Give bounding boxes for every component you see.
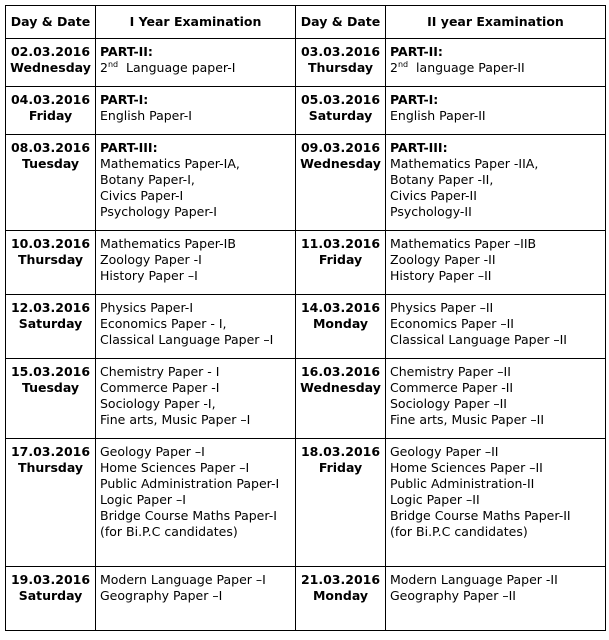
exam-date: 05.03.2016 — [300, 92, 381, 107]
exam-paper — [390, 156, 601, 172]
exam-paper — [100, 524, 291, 540]
exam-paper — [390, 476, 601, 492]
table-row — [6, 231, 606, 295]
exam-paper-text: Economics Paper –II — [390, 316, 514, 331]
exam-paper — [100, 588, 291, 604]
exam-paper — [100, 476, 291, 492]
exam-paper — [390, 108, 601, 124]
date-cell — [296, 439, 386, 567]
exam-paper-text: (for Bi.P.C candidates) — [100, 524, 238, 539]
exam-weekday: Saturday — [308, 108, 373, 123]
exam-paper-text: Geology Paper –II — [390, 444, 499, 459]
exam-cell — [386, 567, 606, 631]
exam-paper-text: Physics Paper –II — [390, 300, 494, 315]
exam-paper-text: Civics Paper-II — [390, 188, 477, 203]
exam-paper-text: History Paper –II — [390, 268, 492, 283]
exam-paper — [390, 588, 601, 604]
exam-date: 08.03.2016 — [10, 140, 91, 155]
exam-cell — [386, 359, 606, 439]
date-cell — [6, 135, 96, 231]
ordinal-number: 2 — [390, 60, 398, 75]
exam-paper — [100, 396, 291, 412]
exam-paper-text: Bridge Course Maths Paper-II — [390, 508, 571, 523]
exam-cell — [96, 359, 296, 439]
exam-paper-text: Classical Language Paper –I — [100, 332, 274, 347]
exam-cell — [96, 135, 296, 231]
exam-paper-text: Language paper-I — [118, 60, 236, 75]
date-cell — [6, 39, 96, 87]
exam-paper-text: Public Administration-II — [390, 476, 535, 491]
exam-date: 12.03.2016 — [10, 300, 91, 315]
exam-weekday: Wednesday — [300, 380, 381, 395]
date-cell — [296, 135, 386, 231]
exam-date: 18.03.2016 — [300, 444, 381, 459]
table-row — [6, 359, 606, 439]
date-cell — [6, 567, 96, 631]
table-row — [6, 135, 606, 231]
exam-date: 11.03.2016 — [300, 236, 381, 251]
exam-weekday: Monday — [312, 316, 369, 331]
date-cell — [6, 359, 96, 439]
exam-cell — [96, 439, 296, 567]
date-cell — [296, 231, 386, 295]
header-second-year: II year Examination — [386, 6, 606, 39]
exam-date: 17.03.2016 — [10, 444, 91, 459]
exam-cell — [386, 39, 606, 87]
exam-part-label: PART-III: — [100, 140, 158, 155]
exam-paper — [390, 380, 601, 396]
exam-paper-text: Home Sciences Paper –I — [100, 460, 250, 475]
exam-paper — [390, 300, 601, 316]
exam-paper-text: Physics Paper-I — [100, 300, 193, 315]
exam-weekday: Monday — [312, 588, 369, 603]
exam-paper-text: Chemistry Paper - I — [100, 364, 220, 379]
exam-paper-text: Botany Paper-I, — [100, 172, 195, 187]
exam-paper — [100, 188, 291, 204]
exam-paper-text: Zoology Paper -II — [390, 252, 496, 267]
exam-paper-text: Mathematics Paper-IA, — [100, 156, 240, 171]
exam-paper — [100, 508, 291, 524]
date-cell — [6, 295, 96, 359]
date-cell — [6, 231, 96, 295]
exam-cell — [96, 231, 296, 295]
exam-part-label: PART-I: — [100, 92, 149, 107]
exam-paper — [100, 460, 291, 476]
exam-paper — [390, 316, 601, 332]
table-row — [6, 439, 606, 567]
ordinal-suffix: nd — [107, 59, 119, 69]
exam-cell — [386, 87, 606, 135]
header-first-year: I Year Examination — [96, 6, 296, 39]
exam-paper-text: English Paper-II — [390, 108, 486, 123]
exam-paper-text: Sociology Paper –II — [390, 396, 507, 411]
exam-weekday: Saturday — [18, 316, 83, 331]
exam-paper — [390, 188, 601, 204]
exam-paper-text: Bridge Course Maths Paper-I — [100, 508, 277, 523]
exam-paper-text: Logic Paper –I — [100, 492, 186, 507]
exam-part-label: PART-III: — [390, 140, 448, 155]
exam-paper-text: Mathematics Paper –IIB — [390, 236, 537, 251]
exam-paper — [390, 460, 601, 476]
exam-paper-text: Chemistry Paper –II — [390, 364, 511, 379]
exam-paper-text: Geography Paper –II — [390, 588, 516, 603]
table-row — [6, 295, 606, 359]
exam-paper — [390, 252, 601, 268]
exam-date: 19.03.2016 — [10, 572, 91, 587]
exam-cell — [96, 87, 296, 135]
exam-paper-text: English Paper-I — [100, 108, 192, 123]
exam-paper-text: Fine arts, Music Paper –I — [100, 412, 251, 427]
exam-weekday: Thursday — [17, 252, 84, 267]
exam-paper — [100, 316, 291, 332]
exam-paper — [390, 60, 601, 76]
exam-paper-text: Fine arts, Music Paper –II — [390, 412, 545, 427]
exam-paper-text: Psychology Paper-I — [100, 204, 217, 219]
exam-date: 14.03.2016 — [300, 300, 381, 315]
exam-paper — [100, 492, 291, 508]
exam-cell — [386, 439, 606, 567]
date-cell — [6, 439, 96, 567]
exam-paper — [100, 108, 291, 124]
exam-paper — [100, 252, 291, 268]
exam-paper — [390, 396, 601, 412]
exam-weekday: Thursday — [307, 60, 374, 75]
date-cell — [296, 567, 386, 631]
header-row — [6, 6, 606, 39]
date-cell — [6, 87, 96, 135]
table-row — [6, 567, 606, 631]
exam-paper-text: Mathematics Paper-IB — [100, 236, 236, 251]
exam-part-label: PART-I: — [390, 92, 439, 107]
exam-cell — [386, 135, 606, 231]
exam-paper-text: Modern Language Paper –I — [100, 572, 266, 587]
exam-cell — [386, 295, 606, 359]
exam-paper — [100, 572, 291, 588]
exam-paper-text: History Paper –I — [100, 268, 198, 283]
exam-paper-text: Botany Paper -II, — [390, 172, 494, 187]
exam-paper — [390, 172, 601, 188]
exam-paper — [100, 332, 291, 348]
exam-paper — [390, 572, 601, 588]
exam-cell — [96, 295, 296, 359]
exam-paper-text: Classical Language Paper –II — [390, 332, 567, 347]
exam-paper — [100, 236, 291, 252]
header-day-date-1: Day & Date — [6, 6, 96, 39]
exam-paper — [100, 172, 291, 188]
table-row — [6, 39, 606, 87]
exam-date: 09.03.2016 — [300, 140, 381, 155]
exam-paper — [390, 524, 601, 540]
exam-date: 03.03.2016 — [300, 44, 381, 59]
exam-paper — [100, 444, 291, 460]
exam-weekday: Friday — [318, 252, 363, 267]
exam-weekday: Saturday — [18, 588, 83, 603]
exam-paper — [390, 508, 601, 524]
exam-paper — [100, 364, 291, 380]
exam-paper-text: Home Sciences Paper –II — [390, 460, 543, 475]
exam-weekday: Friday — [318, 460, 363, 475]
date-cell — [296, 359, 386, 439]
exam-weekday: Tuesday — [21, 156, 80, 171]
exam-paper — [100, 60, 291, 76]
exam-paper — [390, 204, 601, 220]
exam-paper — [390, 236, 601, 252]
exam-paper — [390, 444, 601, 460]
exam-date: 10.03.2016 — [10, 236, 91, 251]
exam-paper-text: Civics Paper-I — [100, 188, 184, 203]
exam-weekday: Thursday — [17, 460, 84, 475]
exam-paper-text: Zoology Paper -I — [100, 252, 202, 267]
exam-paper-text: Logic Paper –II — [390, 492, 480, 507]
exam-weekday: Wednesday — [10, 60, 91, 75]
exam-date: 21.03.2016 — [300, 572, 381, 587]
exam-paper — [100, 268, 291, 284]
exam-paper-text: Geography Paper –I — [100, 588, 223, 603]
exam-weekday: Wednesday — [300, 156, 381, 171]
exam-part-label: PART-II: — [100, 44, 153, 59]
exam-paper — [390, 412, 601, 428]
exam-date: 04.03.2016 — [10, 92, 91, 107]
exam-paper — [100, 204, 291, 220]
date-cell — [296, 39, 386, 87]
ordinal-number: 2 — [100, 60, 108, 75]
exam-paper-text: Modern Language Paper -II — [390, 572, 558, 587]
ordinal-suffix: nd — [397, 59, 409, 69]
exam-paper — [100, 156, 291, 172]
header-day-date-2: Day & Date — [296, 6, 386, 39]
exam-cell — [96, 39, 296, 87]
exam-date: 16.03.2016 — [300, 364, 381, 379]
exam-paper-text: Sociology Paper -I, — [100, 396, 216, 411]
date-cell — [296, 295, 386, 359]
exam-paper-text: Mathematics Paper -IIA, — [390, 156, 539, 171]
exam-paper — [100, 300, 291, 316]
exam-date: 02.03.2016 — [10, 44, 91, 59]
exam-cell — [96, 567, 296, 631]
exam-paper — [390, 268, 601, 284]
exam-paper — [100, 412, 291, 428]
exam-date: 15.03.2016 — [10, 364, 91, 379]
exam-weekday: Tuesday — [21, 380, 80, 395]
exam-paper-text: Economics Paper - I, — [100, 316, 227, 331]
exam-timetable — [5, 5, 606, 631]
exam-part-label: PART-II: — [390, 44, 443, 59]
exam-paper — [100, 380, 291, 396]
exam-paper-text: Commerce Paper -I — [100, 380, 220, 395]
exam-paper-text: Geology Paper –I — [100, 444, 205, 459]
exam-paper — [390, 332, 601, 348]
exam-paper-text: Public Administration Paper-I — [100, 476, 280, 491]
exam-paper — [390, 492, 601, 508]
date-cell — [296, 87, 386, 135]
exam-weekday: Friday — [28, 108, 73, 123]
exam-paper-text: Psychology-II — [390, 204, 472, 219]
exam-paper-text: language Paper-II — [408, 60, 525, 75]
table-row — [6, 87, 606, 135]
exam-paper — [390, 364, 601, 380]
exam-cell — [386, 231, 606, 295]
exam-paper-text: Commerce Paper -II — [390, 380, 514, 395]
exam-paper-text: (for Bi.P.C candidates) — [390, 524, 528, 539]
